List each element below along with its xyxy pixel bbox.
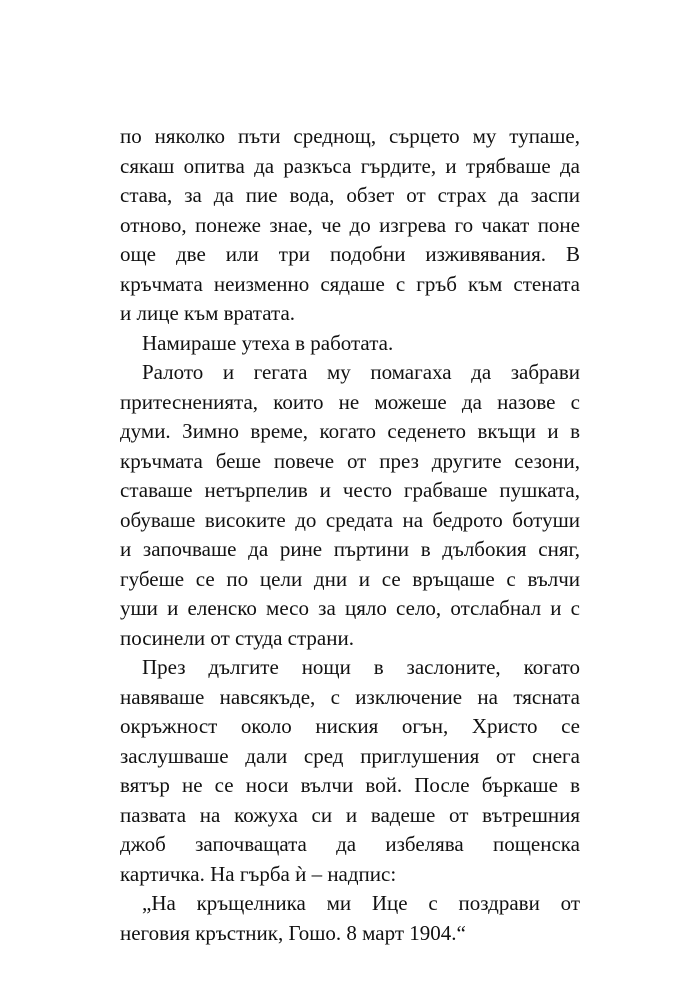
text-line: по няколко пъти среднощ, сърцето му тупаше,: [120, 124, 580, 148]
text-line: още две или три подобни изживявания. В: [120, 242, 580, 266]
text-line: думи. Зимно време, когато седенето вкъщи и в: [120, 419, 580, 443]
text-line: Ралото и гегата му помагаха да забрави: [142, 360, 580, 384]
text-line: и започваше да рине пъртини в дълбокия сняг,: [120, 537, 580, 561]
text-line: вятър не се носи вълчи вой. После бъркаше в: [120, 773, 580, 797]
text-line: кръчмата неизменно сядаше с гръб към стената: [120, 271, 580, 296]
body-text: [120, 122, 580, 948]
text-line: джоб започващата да избелява пощенска: [120, 832, 580, 856]
text-line: През дългите нощи в заслоните, когато: [142, 655, 580, 679]
text-line: навяваше навсякъде, с изключение на тясната: [120, 684, 580, 709]
text-line: неговия кръстник, Гошо. 8 март 1904.“: [120, 920, 466, 945]
text-line: уши и еленско месо за цяло село, отслабнал и с: [120, 596, 580, 620]
text-line: картичка. На гърба ѝ – надпис:: [120, 861, 397, 886]
text-line: става, за да пие вода, обзет от страх да заспи: [120, 183, 580, 207]
text-line: ставаше нетърпелив и често грабваше пушката,: [120, 478, 580, 502]
text-line: „На кръщелника ми Ице с поздрави от: [142, 891, 580, 915]
text-line: отново, понеже знае, че до изгрева го чакат поне: [120, 212, 580, 237]
text-line: посинели от студа страни.: [120, 625, 354, 650]
text-line: кръчмата беше повече от през другите сезони,: [120, 448, 580, 473]
text-line: пазвата на кожуха си и вадеше от вътрешния: [120, 802, 580, 827]
text-line: обуваше високите до средата на бедрото ботуши: [120, 507, 580, 532]
text-line: заслушваше дали сред приглушения от снега: [120, 743, 580, 768]
text-line: притесненията, които не можеше да назове с: [120, 389, 580, 414]
text-line: Намираше утеха в работата.: [142, 330, 394, 355]
text-line: окръжност около ниския огън, Христо се: [120, 714, 580, 738]
text-line: и лице към вратата.: [120, 301, 296, 325]
text-line: губеше се по цели дни и се връщаше с вълчи: [120, 566, 580, 591]
text-line: сякаш опитва да разкъса гърдите, и трябваше да: [120, 153, 580, 178]
